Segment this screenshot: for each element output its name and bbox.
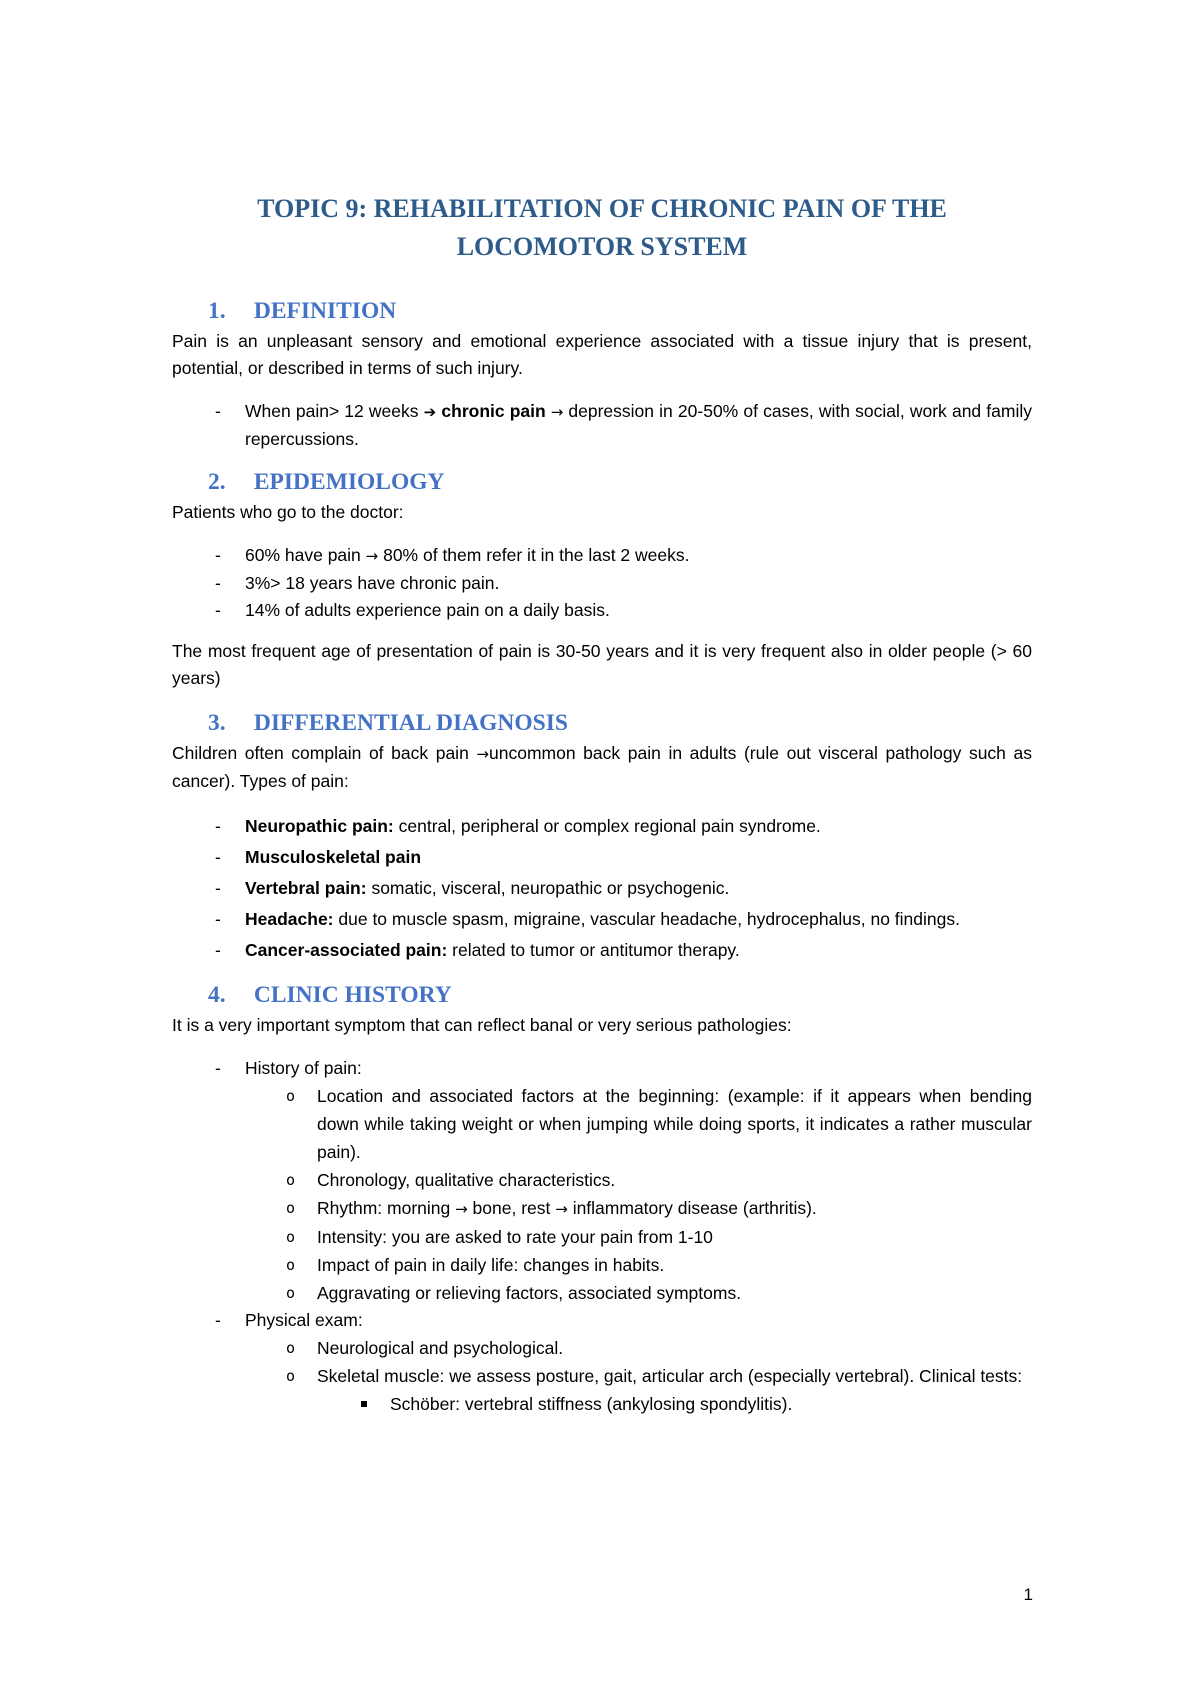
list-item xyxy=(172,811,1032,842)
text-segment: bone, rest xyxy=(467,1198,556,1218)
list-item xyxy=(172,904,1032,935)
list-item xyxy=(172,398,1032,453)
list-item: o Chronology, qualitative characteristics. xyxy=(244,1166,1032,1194)
arrow-right-icon: ➔ xyxy=(423,403,437,421)
differential-intro xyxy=(172,740,1032,795)
section-heading-epidemiology xyxy=(172,467,1032,497)
list-item: Schöber: vertebral stiffness (ankylosing spondylitis). xyxy=(317,1390,1032,1418)
arrow-right-icon: → xyxy=(545,403,569,421)
pain-type-term: Musculoskeletal pain xyxy=(245,847,422,867)
list-item xyxy=(244,1362,1032,1418)
list-item xyxy=(172,1307,1032,1418)
arrow-right-icon: → xyxy=(555,1200,568,1218)
pain-type-text: central, peripheral or complex regional pain syndrome. xyxy=(393,816,821,836)
pain-type-text: due to muscle spasm, migraine, vascular headache, hydrocephalus, no findings. xyxy=(333,909,960,929)
list-item: - 14% of adults experience pain on a daily basis. xyxy=(172,597,1032,624)
clinic-history-intro: It is a very important symptom that can reflect banal or very serious pathologies: xyxy=(172,1015,792,1035)
text-segment: Rhythm: morning xyxy=(317,1198,456,1218)
list-item: - 3%> 18 years have chronic pain. xyxy=(172,570,1032,597)
list-item xyxy=(172,1055,1032,1307)
page-number: 1 xyxy=(1023,1585,1033,1604)
chronic-pain-term: chronic pain xyxy=(436,401,546,421)
list-item: o Aggravating or relieving factors, associated symptoms. xyxy=(244,1279,1032,1307)
list-item: o Location and associated factors at the beginning: (example: if it appears when bending down while taking weight or when jumping while doing sports, it indicates a rather muscular pain). xyxy=(244,1082,1032,1166)
section-number: 1. xyxy=(208,298,226,324)
document-title: TOPIC 9: REHABILITATION OF CHRONIC PAIN OF THE LOCOMOTOR SYSTEM xyxy=(257,194,947,261)
pain-type-text: related to tumor or antitumor therapy. xyxy=(447,940,740,960)
arrow-right-icon: → xyxy=(455,1200,468,1218)
text-segment: uncommon back pain in adults (rule out visceral pathology such as cancer). Types of pain: xyxy=(172,743,1032,791)
section-heading-definition xyxy=(172,296,1032,326)
epidemiology-intro: Patients who go to the doctor: xyxy=(172,502,404,522)
section-title: DEFINITION xyxy=(253,298,397,324)
history-of-pain-sublist xyxy=(245,1082,1032,1307)
list-item xyxy=(172,935,1032,966)
section-heading-differential-diagnosis xyxy=(172,708,1032,738)
text-segment: inflammatory disease (arthritis). xyxy=(567,1198,817,1218)
section-heading-clinic-history xyxy=(172,980,1032,1010)
list-item xyxy=(172,842,1032,873)
epidemiology-paragraph: The most frequent age of presentation of pain is 30-50 years and it is very frequent also in older people (> 60 years) xyxy=(172,641,1032,688)
section-number: 2. xyxy=(208,469,226,495)
physical-exam-label: Physical exam: xyxy=(245,1310,363,1330)
arrow-right-icon: → xyxy=(365,547,379,565)
pain-type-term: Neuropathic pain: xyxy=(245,816,394,836)
text-segment: depression in 20-50% of cases, with social, work and family repercussions. xyxy=(245,401,1032,449)
clinic-history-list xyxy=(172,1055,1032,1418)
list-item xyxy=(244,1194,1032,1223)
section-title: CLINIC HISTORY xyxy=(253,982,452,1008)
clinical-tests-sublist xyxy=(317,1390,1032,1418)
list-item xyxy=(172,873,1032,904)
definition-list xyxy=(172,398,1032,453)
pain-type-term: Vertebral pain: xyxy=(245,878,367,898)
list-item: o Neurological and psychological. xyxy=(244,1334,1032,1362)
section-title: EPIDEMIOLOGY xyxy=(253,469,445,495)
pain-type-term: Cancer-associated pain: xyxy=(245,940,448,960)
list-item xyxy=(172,542,1032,570)
text-segment: When pain> 12 weeks xyxy=(245,401,424,421)
text-segment: Skeletal muscle: we assess posture, gait, articular arch (especially vertebral). Clinical tests: xyxy=(317,1366,1023,1386)
text-segment: 60% have pain xyxy=(245,545,366,565)
definition-paragraph: Pain is an unpleasant sensory and emotional experience associated with a tissue injury that is present, potential, or described in terms of such injury. xyxy=(172,331,1032,378)
text-segment: 80% of them refer it in the last 2 weeks. xyxy=(378,545,690,565)
list-item: o Intensity: you are asked to rate your pain from 1-10 xyxy=(244,1223,1032,1251)
physical-exam-sublist xyxy=(245,1334,1032,1418)
section-number: 4. xyxy=(208,982,226,1008)
pain-types-list xyxy=(172,811,1032,966)
pain-type-text: somatic, visceral, neuropathic or psychogenic. xyxy=(366,878,730,898)
history-of-pain-label: History of pain: xyxy=(245,1058,362,1078)
section-number: 3. xyxy=(208,710,226,736)
list-item: o Impact of pain in daily life: changes in habits. xyxy=(244,1251,1032,1279)
section-title: DIFFERENTIAL DIAGNOSIS xyxy=(253,710,568,736)
arrow-right-icon: → xyxy=(476,745,489,763)
text-segment: Children often complain of back pain xyxy=(172,743,477,763)
epidemiology-list xyxy=(172,542,1032,624)
pain-type-term: Headache: xyxy=(245,909,334,929)
